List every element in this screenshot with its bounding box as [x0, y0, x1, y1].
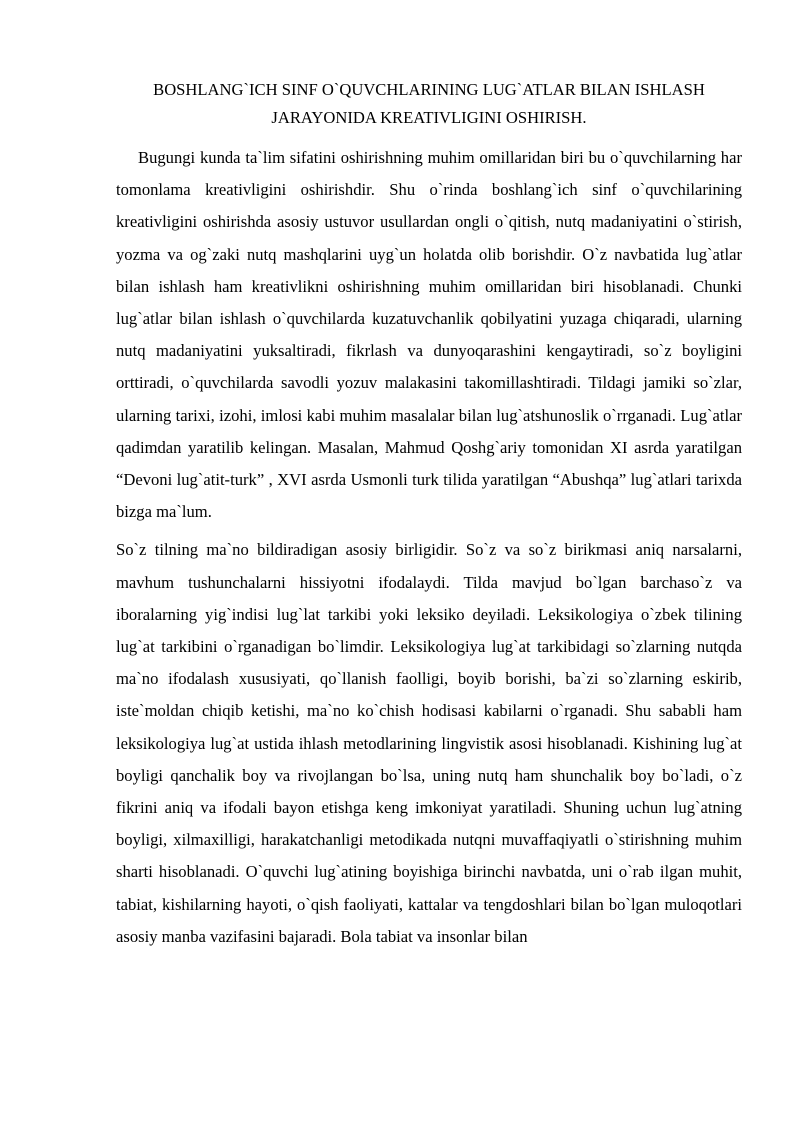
paragraph-2: So`z tilning ma`no bildiradigan asosiy birligidir. So`z va so`z birikmasi aniq narsalarni, mavhum tushunchalarni hissiyotni ifodalaydi. Tilda mavjud bo`lgan barchaso`z va iboralarning yig`indisi lug`lat tarkibi yoki leksiko deyiladi. Leksikologiya o`zbek tilining lug`at tarkibini o`rganadigan bo`limdir. Leksikologiya lug`at tarkibidagi so`zlarning nutqda ma`no ifodalash xususiyati, qo`llanish faolligi, boyib borishi, ba`zi so`zlarning eskirib, iste`moldan chiqib ketishi, ma`no ko`chish hodisasi kabilarni o`rganadi. Shu sababli ham leksikologiya lug`at ustida ihlash metodlarining lingvistik asosi hisoblanadi. Kishining lug`at boyligi qanchalik boy va rivojlangan bo`lsa, uning nutq ham shunchalik boy bo`ladi, o`z fikrini aniq va ifodali bayon etishga keng imkoniyat yaratiladi. Shuning uchun lug`atning boyligi, xilmaxilligi, harakatchanligi metodikada nutqni muvaffaqiyatli o`stirishning muhim sharti hisoblanadi. O`quvchi lug`atining boyishiga birinchi navbatda, uni o`rab ilgan muhit, tabiat, kishilarning hayoti, o`qish faoliyati, kattalar va tengdoshlari bilan bo`lgan muloqotlari asosiy manba vazifasini bajaradi. Bola tabiat va insonlar bilan — [116, 540, 742, 946]
paragraph-1: Bugungi kunda ta`lim sifatini oshirishning muhim omillaridan biri bu o`quvchilarning har tomonlama kreativligini oshirishdir. Shu o`rinda boshlang`ich sinf o`quvchilarining kreativligini oshirishda asosiy ustuvor usullardan ongli o`qitish, nutq madaniyatini o`stirish, yozma va og`zaki nutq mashqlarini uyg`un holatda olib borishdir. O`z navbatida lug`atlar bilan ishlash ham kreativlikni oshirishning muhim omillaridan biri hisoblanadi. Chunki lug`atlar bilan ishlash o`quvchilarda kuzatuvchanlik qobilyatini yuzaga chiqaradi, ularning nutq madaniyatini yuksaltiradi, fikrlash va dunyoqarashini kengaytiradi, so`z boyligini orttiradi, o`quvchilarda savodli yozuv malakasini takomillashtiradi. Tildagi jamiki so`zlar, ularning tarixi, izohi, imlosi kabi muhim masalalar bilan lug`atshunoslik o`rrganadi. Lug`atlar qadimdan yaratilib kelingan. Masalan, Mahmud Qoshg`ariy tomonidan XI asrda yaratilgan “Devoni lug`atit-turk” , XVI asrda Usmonli turk tilida yaratilgan “Abushqa” lug`atlari tarixda bizga ma`lum. — [116, 148, 742, 522]
title-line-1: BOSHLANG`ICH SINF O`QUVCHLARINING LUG`ATLAR BILAN ISHLASH — [153, 80, 705, 99]
title-line-2: JARAYONIDA KREATIVLIGINI OSHIRISH. — [271, 108, 587, 127]
document-title — [116, 76, 742, 132]
document-page — [116, 76, 742, 953]
